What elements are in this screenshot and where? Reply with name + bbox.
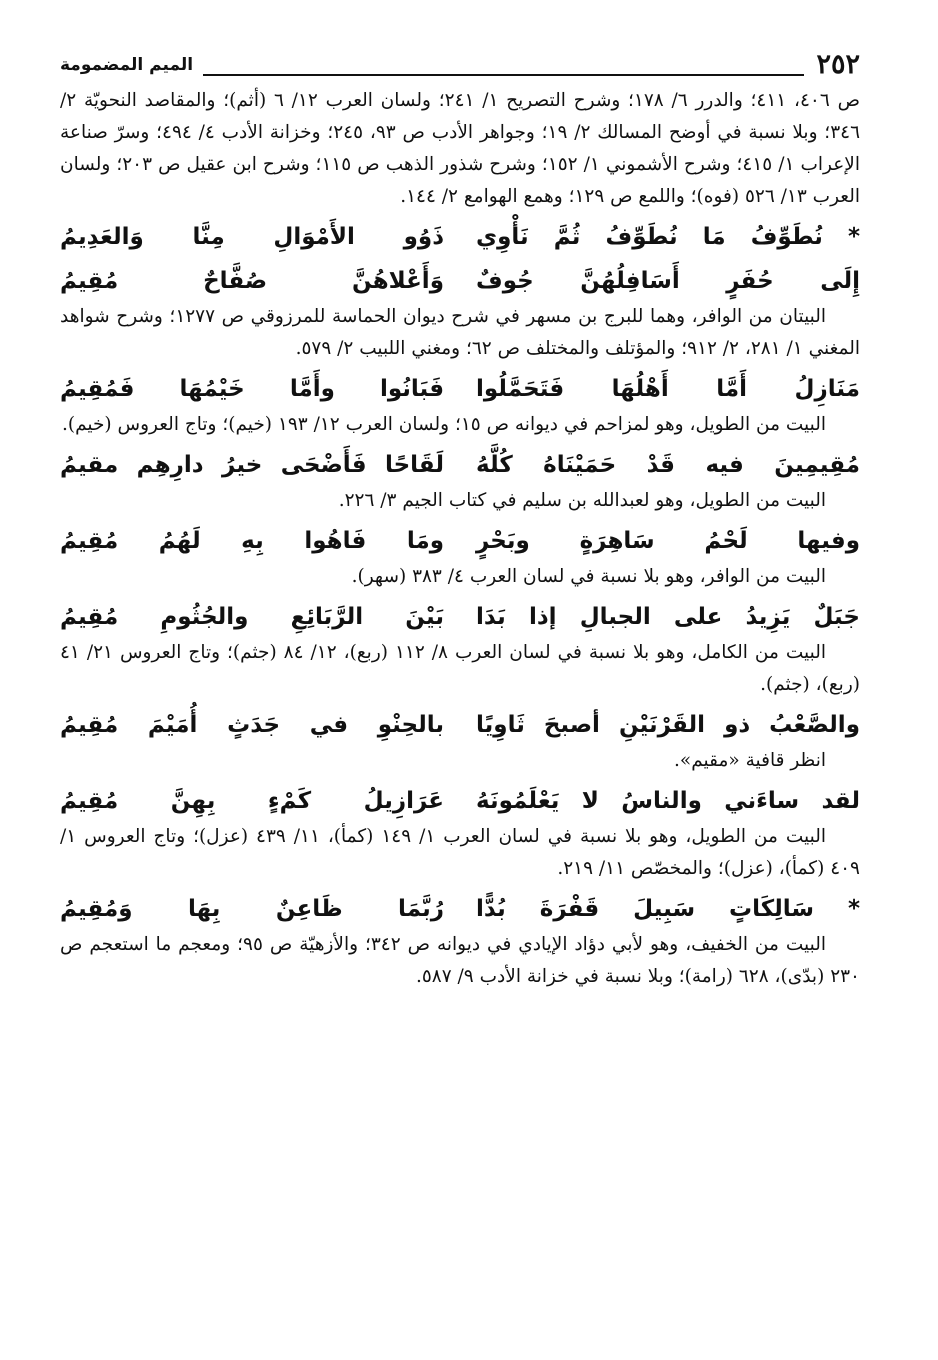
- verse-line: [60, 705, 860, 745]
- verse-second-hemistich: بالحِنْوِ في جَدَثٍ أُمَيْمَ مُقِيمُ: [60, 712, 444, 738]
- verse-first-hemistich: إِلَى حُفَرٍ أَسَافِلُهُنَّ جُوفٌ: [476, 268, 860, 294]
- intro-line: ١/ ١٥٢؛ وشرح شذور الذهب ص ١١٥؛ وشرح ابن عقيل ص ٢٠٣؛ ولسان العرب: [60, 154, 860, 207]
- verse-first-hemistich: مَنَازِلُ أَمَّا أَهْلُهَا فَتَحَمَّلُوا: [476, 376, 860, 402]
- verse-second-hemistich: ومَا فَاهُوا بِهِ لَهُمُ مُقِيمُ: [60, 528, 444, 554]
- page-number: ٢٥٢: [816, 49, 860, 80]
- verse-line: [60, 889, 860, 929]
- intro-line: ص ٤٠٦، ٤١١؛ والدرر ٦/ ١٧٨؛ وشرح التصريح ١/ ٢٤١؛ ولسان العرب ١٢/ ٦ (أثم)؛: [223, 90, 860, 111]
- verse-note: البيت من الطويل، وهو لمزاحم في ديوانه ص ١٥؛ ولسان العرب ١٢/ ١٩٣ (خيم)؛ وتاج العروس (خيم).: [62, 414, 826, 435]
- verse-line: [60, 445, 860, 485]
- verse-note: البيت من الطويل، وهو لعبدالله بن سليم في كتاب الجيم ٣/ ٢٢٦.: [338, 490, 826, 511]
- intro-line: ص ٩٣، ٢٤٥؛ وخزانة الأدب ٤/ ٤٩٤؛ وسرّ صناعة الإعراب ١/ ٤١٥؛ وشرح الأشموني: [60, 122, 860, 175]
- verse-second-hemistich: وَأَعْلاهُنَّ صُفَّاحٌ مُقِيمُ: [60, 268, 444, 294]
- verse-first-hemistich: * سَالِكَاتٍ سَبِيلَ قَفْرَةَ بُدًّا: [476, 896, 860, 922]
- verse-line: [60, 369, 860, 409]
- verse-note: انظر قافية «مقيم».: [674, 750, 826, 771]
- verse-first-hemistich: * نُطَوِّفُ مَا نُطَوِّفُ ثُمَّ نَأْوِي: [476, 224, 860, 250]
- verse-line: [60, 597, 860, 637]
- intro-paragraph: [60, 85, 860, 213]
- intro-line: والمقاصد النحويّة ٢/ ٣٤٦؛ وبلا نسبة في أوضح المسالك ٢/ ١٩؛ وجواهر الأدب: [60, 90, 860, 143]
- verse-second-hemistich: رُبَّمَا ظَاعِنٌ بِهَا وَمُقِيمُ: [60, 896, 444, 922]
- verse-note: البيت من الطويل، وهو بلا نسبة في لسان العرب ١/ ١٤٩ (كمأ)، ١١/ ٤٣٩ (عزل)؛ وتاج العروس ١/ ٤٠٩ (كمأ)، (عزل)؛ والمخصّص ١١/ ٢١٩.: [60, 826, 860, 879]
- verse-note: البيتان من الوافر، وهما للبرج بن مسهر في شرح ديوان الحماسة للمرزوقي ص ١٢٧٧؛ وشرح شواهد المغني ١/ ٢٨١، ٢/ ٩١٢؛ والمؤتلف والمختلف ص ٦٢؛ ومغني اللبيب ٢/ ٥٧٩.: [60, 306, 860, 359]
- verse-line: [60, 521, 860, 561]
- verse-second-hemistich: عَرَازِيلُ كَمْءٍ بِهِنَّ مُقِيمُ: [60, 788, 444, 814]
- book-page: [60, 45, 860, 1335]
- verse-second-hemistich: ذَوُو الأَمْوَالِ مِنَّا وَالعَدِيمُ: [60, 224, 444, 250]
- verse-second-hemistich: لَقَاحًا فَأَضْحَى خيرُ دارِهِم مقيمُ: [60, 452, 444, 478]
- verse-second-hemistich: فَبَانُوا وأَمَّا خَيْمُهَا فَمُقِيمُ: [60, 376, 444, 402]
- verse-first-hemistich: جَبَلٌ يَزِيدُ على الجبالِ إذا بَدَا: [476, 604, 860, 630]
- verse-note: البيت من الخفيف، وهو لأبي دؤاد الإيادي في ديوانه ص ٣٤٢؛ والأزهيّة ص ٩٥؛ ومعجم ما استعجم ص ٢٣٠ (بدّى)، ٦٢٨ (رامة)؛ وبلا نسبة في خزانة الأدب ٩/ ٥٨٧.: [60, 934, 860, 987]
- running-title: الميم المضمومة: [60, 55, 194, 75]
- verse-line: [60, 217, 860, 257]
- header-rule: [203, 74, 804, 76]
- verse-note: البيت من الوافر، وهو بلا نسبة في لسان العرب ٤/ ٣٨٣ (سهر).: [351, 566, 826, 587]
- verse-first-hemistich: مُقِيمِينَ فيه قَدْ حَمَيْنَاهُ كُلَّهُ: [476, 452, 860, 478]
- intro-line: ١٣/ ٥٢٦ (فوه)؛ واللمع ص ١٢٩؛ وهمع الهوامع ٢/ ١٤٤.: [400, 186, 807, 207]
- verse-second-hemistich: بَيْنَ الرَّبَائِعِ والجُثُومِ مُقِيمُ: [60, 604, 444, 630]
- verse-first-hemistich: لقد ساءَني والناسُ لا يَعْلَمُونَهُ: [476, 788, 860, 814]
- verse-first-hemistich: والصَّعْبُ ذو القَرْنَيْنِ أصبحَ ثَاوِيًا: [476, 712, 860, 738]
- page-body: [60, 85, 860, 993]
- verse-first-hemistich: وفيها لَحْمُ سَاهِرَةٍ وبَحْرٍ: [476, 528, 860, 554]
- verse-line: [60, 261, 860, 301]
- running-header: [60, 45, 860, 85]
- verse-note: البيت من الكامل، وهو بلا نسبة في لسان العرب ٨/ ١١٢ (ربع)، ١٢/ ٨٤ (جثم)؛ وتاج العروس ٢١/ ٤١ (ربع)، (جثم).: [60, 642, 860, 695]
- verse-line: [60, 781, 860, 821]
